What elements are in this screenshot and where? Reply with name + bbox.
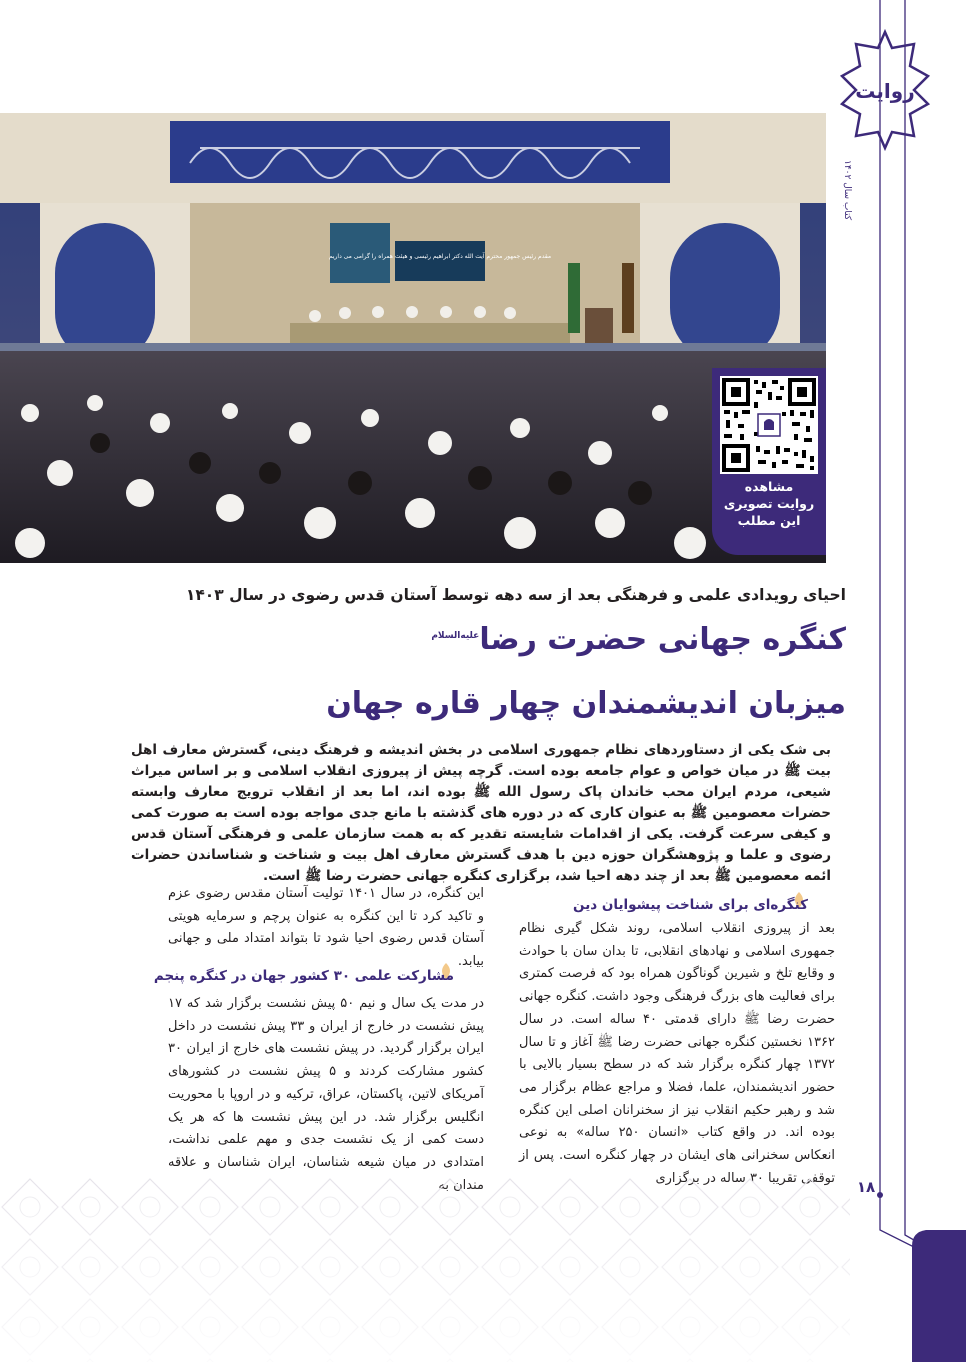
title-honorific: علیه‌السلام <box>431 631 480 641</box>
bottom-ornament-pattern <box>0 1177 850 1362</box>
qr-code-panel[interactable] <box>712 368 826 555</box>
qr-code[interactable] <box>720 376 818 474</box>
article-title-line1 <box>146 622 846 657</box>
page-number: ۱۸ <box>856 1178 876 1196</box>
left-column-top-text: این کنگره، در سال ۱۴۰۱ تولیت آستان مقدس رضوی عزم و تاکید کرد تا این کنگره به عنوان پرچم و سرمایه هویتی آستان قدس رضوی احیا شود تا بتواند امتداد ملی و جهانی بیابد. <box>168 886 484 969</box>
section1-text: بعد از پیروزی انقلاب اسلامی، روند شکل گیری نظام جمهوری اسلامی و نهادهای انقلابی، تا بدان سان با حوادث و وقایع تلخ و شیرین گوناگون همراه بود که فرصت کمتری برای فعالیت های بزرگ فرهنگی وجود داشت. کنگره جهانی حضرت رضا ﷺ دارای قدمتی ۴۰ ساله است. در سال ۱۳۶۲ نخستین کنگره جهانی حضرت رضا ﷺ آغاز و تا سال ۱۳۷۲ چهار کنگره برگزار شد که در سطح بسیار بالایی با حضور اندیشمندان، علما، فضلا و مراجع عظام برگزار می شد و رهبر حکیم انقلاب نیز از سخنرانان اصلی این کنگره بوده اند. در واقع کتاب «انسان ۲۵۰ ساله» به نوعی انعکاس سخنرانی های ایشان در چهار کنگره است. پس از <box>519 921 835 1164</box>
stage-banner-text: مقدم رئیس جمهور محترم آیت الله دکتر ابراهیم رئیسی و هیئت همراه را گرامی می داریم <box>328 253 552 260</box>
congress-hall-photo <box>0 113 826 563</box>
qr-caption-line3: این مطلب <box>737 513 801 528</box>
section2-heading: مشارکت علمی ۳۰ کشور جهان در کنگره پنجم <box>153 968 454 984</box>
title-line1-text: کنگره جهانی حضرت رضا <box>479 622 846 657</box>
qr-caption-line2: روایت تصویری <box>723 496 815 511</box>
photo-illustration <box>0 113 826 563</box>
article-intro: بی شک یکی از دستاوردهای نظام جمهوری اسلامی در بخش اندیشه و فرهنگ دینی، گسترش معارف اهل بیت ﷺ در میان خواص و عوام جامعه بوده است. گرچه پیش از پیروزی انقلاب اسلامی و بر اساس میراث شیعی، مردم ایران محب خاندان پاک رسول الله ﷺ بوده اند، اما بعد از انقلاب ترویج معارف وابسته حضرات معصومین ﷺ به عنوان کاری که در دوره های گذشته با مانع جدی مواجه بوده است به صورت کمی و کیفی سرعت گرفت. یکی از اقدامات شایسته تقدیر که به همت سازمان علمی و فرهنگی آستان قدس رضوی و علما و پژوهشگران حوزه دین با هدف گسترش معارف اهل بیت و شناخت و شناساندن حضرات ائمه معصومین ﷺ بعد از چند دهه احیا شد، برگزاری کنگره جهانی حضرت رضا ﷺ است. <box>131 742 831 884</box>
publication-logo <box>830 28 940 158</box>
article-kicker: احیای رویدادی علمی و فرهنگی بعد از سه دهه توسط آستان قدس رضوی در سال ۱۴۰۳ <box>185 586 846 604</box>
article-title-line2: میزبان اندیشمندان چهار قاره جهان <box>326 686 846 721</box>
qr-caption-line1: مشاهده <box>744 479 794 494</box>
svg-text:روایت: روایت <box>855 79 915 103</box>
section1-heading: کنگره‌ای برای شناخت پیشوایان دین <box>573 897 808 913</box>
side-decoration-band <box>850 0 966 1362</box>
qr-code-icon <box>720 376 818 474</box>
qr-caption <box>712 478 826 529</box>
section2-text: در مدت یک سال و نیم ۵۰ پیش نشست برگزار شد که ۱۷ پیش نشست در خارج از ایران و ۳۳ پیش نشست در داخل ایران برگزار گردید. در پیش نشست های خارج از ایران ۳۰ کشور مشارکت کردند و ۵ پیش نشست در کشورهای آمریکای لاتین، پاکستان، عراق، ترکیه و در اروپا با محوریت انگلیس برگزار شد. در این پیش نشست ها که هر یک دست کمی از یک نشست جدی و مهم علمی نداشت، امتدادی در میان شیعه شناسان، ایران شناسان و علاقه <box>168 996 485 1170</box>
book-year-vertical-label: کتاب سال ۱۴۰۲ <box>842 159 852 220</box>
